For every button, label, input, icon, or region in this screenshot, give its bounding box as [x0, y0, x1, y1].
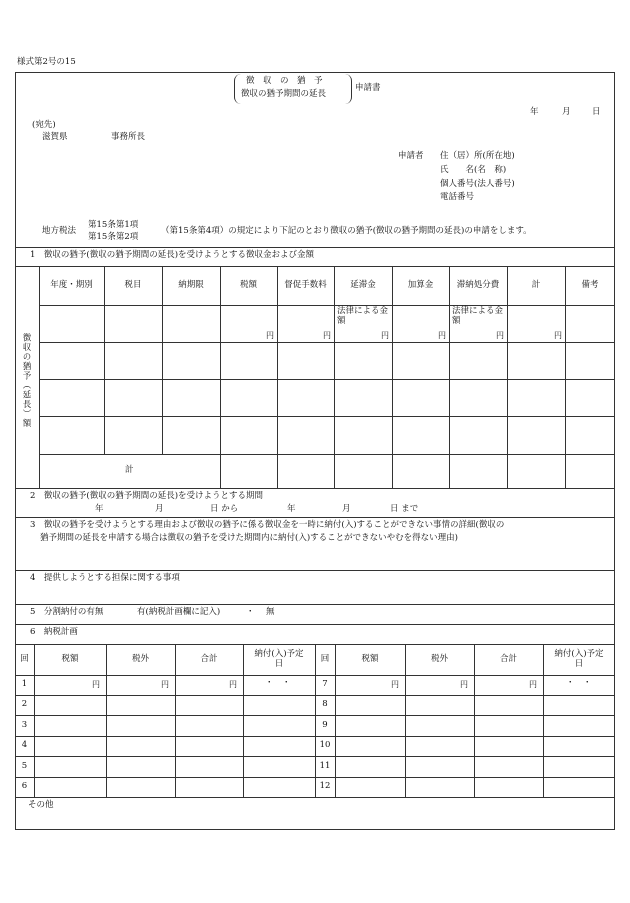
- legal-article-1: 第15条第1項: [88, 220, 139, 230]
- col-header-tax-item: 税目: [124, 279, 142, 290]
- section2-heading: 2 徴収の猶予(徴収の猶予期間の延長)を受けようとする期間: [30, 491, 264, 501]
- addressee-prefecture: 滋賀県: [42, 132, 68, 142]
- date-placeholder: ・ ・: [265, 678, 291, 688]
- yen-unit: 円: [529, 680, 537, 689]
- plan-col-non-tax: 税外: [430, 653, 448, 664]
- col-header-fee: 督促手数料: [284, 279, 327, 290]
- col-header-tax-amount: 税額: [239, 279, 257, 290]
- divider: [15, 604, 615, 605]
- col-header-due-date: 納期限: [178, 279, 204, 290]
- col-header-remarks: 備考: [581, 279, 599, 290]
- addressee-label: (宛先): [32, 120, 56, 130]
- plan-row-number: 12: [319, 781, 331, 792]
- applicant-phone-label: 電話番号: [440, 192, 475, 202]
- date-day: 日: [592, 107, 601, 117]
- grid-line: [39, 379, 615, 380]
- section3-line1: 3 徴収の猶予を受けようとする理由および徴収の猶予に係る徴収金を一時に納付(入)することができない事情の詳細(徴収の: [30, 520, 505, 530]
- divider: [15, 247, 615, 248]
- yen-unit: 円: [92, 680, 100, 689]
- plan-col-tax: 税額: [361, 653, 379, 664]
- divider: [15, 517, 615, 518]
- plan-row-number: 2: [21, 699, 28, 710]
- yen-unit: 円: [554, 331, 562, 340]
- section3-line2: 猶予期間の延長を申請する場合は徴収の猶予を受けた期間内に納付(入)することができないやむを得ない理由): [40, 533, 458, 543]
- col-header-disposition-cost: 滞納処分費: [456, 279, 500, 290]
- yen-unit: 円: [323, 331, 331, 340]
- title-suffix: 申請書: [355, 83, 381, 93]
- legal-amount-late-fee: 法律による金額: [337, 306, 389, 326]
- grid-line: [39, 416, 615, 417]
- divider: [15, 624, 615, 625]
- plan-col-non-tax: 税外: [131, 653, 149, 664]
- section1-heading: 1 徴収の猶予(徴収の猶予期間の延長)を受けようとする徴収金および金額: [30, 250, 315, 260]
- applicant-name-label: 氏 名(名 称): [440, 165, 507, 175]
- yen-unit: 円: [438, 331, 446, 340]
- other-label: その他: [28, 800, 54, 810]
- date-placeholder: ・ ・: [566, 678, 592, 688]
- yen-unit: 円: [266, 331, 274, 340]
- section4-heading: 4 提供しようとする担保に関する事項: [30, 573, 180, 583]
- col-header-total: 計: [531, 279, 541, 290]
- grid-line: [39, 454, 615, 455]
- divider: [15, 570, 615, 571]
- applicant-address-label: 住（居）所(所在地): [440, 151, 515, 161]
- period-day-2: 日 まで: [390, 504, 419, 514]
- grid-line: [543, 644, 544, 798]
- title-line2: 徴収の猶予期間の延長: [241, 89, 327, 99]
- plan-row-number: 7: [322, 679, 328, 690]
- plan-col-round: 回: [20, 653, 29, 664]
- plan-row-number: 11: [319, 760, 331, 771]
- period-month-2: 月: [342, 504, 351, 514]
- grid-line: [243, 644, 244, 798]
- form-id: 様式第2号の15: [17, 57, 76, 67]
- legal-law: 地方税法: [42, 226, 77, 236]
- plan-row-number: 8: [322, 699, 328, 710]
- section5-separator: ・: [246, 607, 255, 617]
- date-month: 月: [562, 107, 571, 117]
- legal-article-2: 第15条第2項: [88, 232, 139, 242]
- section1-side-label: 徴収の猶予（延長）額: [21, 333, 31, 428]
- yen-unit: 円: [391, 680, 399, 689]
- period-day-1: 日 から: [210, 504, 239, 514]
- yen-unit: 円: [460, 680, 468, 689]
- section5-yes-option: 有(納税計画欄に記入): [137, 607, 221, 617]
- applicant-label: 申請者: [398, 151, 424, 161]
- legal-text: （第15条第4項）の規定により下記のとおり徴収の猶予(徴収の猶予期間の延長)の申請をします。: [161, 226, 532, 236]
- period-year-2: 年: [287, 504, 296, 514]
- plan-row-number: 3: [21, 719, 28, 730]
- plan-col-date: 納付(入)予定日: [254, 648, 304, 669]
- plan-row-number: 6: [21, 781, 28, 792]
- period-year-1: 年: [95, 504, 104, 514]
- section1-total-label: 計: [125, 465, 134, 475]
- title-line1: 徴 収 の 猶 予: [246, 76, 323, 86]
- grid-line: [15, 797, 615, 798]
- section6-heading: 6 納税計画: [30, 627, 78, 637]
- yen-unit: 円: [229, 680, 237, 689]
- applicant-id-label: 個人番号(法人番号): [440, 179, 515, 189]
- grid-line: [39, 342, 615, 343]
- yen-unit: 円: [381, 331, 389, 340]
- period-month-1: 月: [155, 504, 164, 514]
- plan-col-round: 回: [320, 653, 330, 664]
- addressee-office: 事務所長: [111, 132, 146, 142]
- plan-row-number: 9: [322, 719, 328, 730]
- yen-unit: 円: [496, 331, 504, 340]
- col-header-additional-tax: 加算金: [407, 279, 434, 290]
- section5-heading: 5 分割納付の有無: [30, 607, 104, 617]
- divider: [15, 488, 615, 489]
- plan-row-number: 5: [21, 760, 28, 771]
- plan-row-number: 1: [21, 679, 28, 690]
- section5-no-option: 無: [266, 607, 275, 617]
- plan-col-total: 合計: [499, 653, 517, 664]
- date-year: 年: [530, 107, 539, 117]
- plan-col-total: 合計: [200, 653, 218, 664]
- yen-unit: 円: [161, 680, 169, 689]
- col-header-late-fee: 延滞金: [350, 279, 376, 290]
- col-header-year: 年度・期別: [50, 279, 93, 290]
- plan-row-number: 10: [319, 740, 331, 751]
- plan-row-number: 4: [21, 740, 28, 751]
- plan-col-tax: 税額: [61, 653, 79, 664]
- legal-amount-disposition: 法律による金額: [452, 306, 504, 326]
- grid-line: [39, 305, 615, 306]
- plan-col-date: 納付(入)予定日: [554, 648, 604, 669]
